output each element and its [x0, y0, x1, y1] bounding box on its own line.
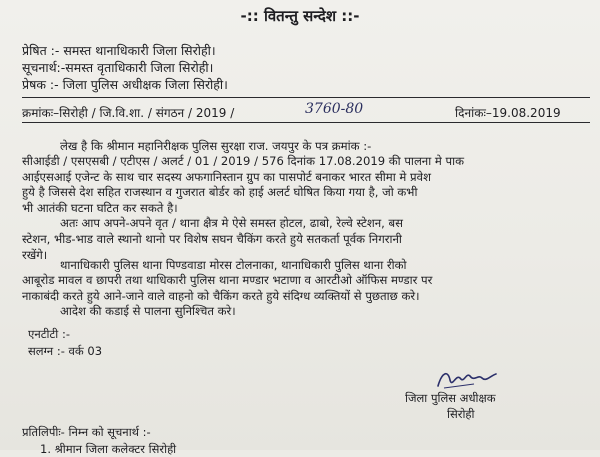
reference-rule [22, 122, 590, 123]
header-from: प्रेषक :- जिला पुलिस अधीक्षक जिला सिरोही। [22, 77, 228, 92]
para2-line-2: स्टेशन, भीड-भाड वाले स्थानो थानो पर विशेष सघन चैकिंग करते हुये सतकर्ता पूर्वक निगरानी [22, 232, 402, 246]
para1-line-1: लेख है कि श्रीमान महानिरीक्षक पुलिस सुरक्षा राज. जयपुर के पत्र क्रमांक :- [60, 139, 372, 153]
paragraph-1 [22, 154, 590, 216]
copy-item-1: 1. श्रीमान जिला कलेक्टर सिरोही [40, 442, 177, 456]
enclosure-label: सलग्न :- वर्क 03 [28, 344, 103, 358]
paragraph-3-last [60, 304, 590, 320]
para1-line-4: हुये है जिससे देश सहित राजस्थान व गुजरात बोर्डर को हाई अलर्ट घोषित किया गया है, जो कभी [22, 185, 418, 200]
para1-line-5: भी आतंकी घटना घटित कर सकते है। [22, 200, 178, 215]
header-info: सूचनार्थ:-समस्त वृताधिकारी जिला सिरोही। [22, 60, 214, 75]
ntt-label: एनटीटी :- [28, 327, 70, 341]
para1-line-3: आईएसआई एजेन्ट के साथ चार सदस्य अफगानिस्तान ग्रुप का पासपोर्ट बनाकर भारत सीमा मे प्रवेश [22, 169, 431, 184]
paragraph-2-first [60, 216, 590, 232]
copy-label: प्रतिलिपीः- निम्न को सूचनार्थ :- [22, 425, 151, 439]
para2-line-3: रखेंगे। [22, 247, 48, 262]
top-rule [22, 97, 590, 98]
reference-number: 3760-80 [305, 101, 364, 117]
header-to: प्रेषित :- समस्त थानाधिकारी जिला सिरोही। [22, 43, 216, 58]
para1-line-2: सीआईडी / एसएसबी / एटीएस / अलर्ट / 01 / 2019 / 576 दिनांक 17.08.2019 की पालना मे पाक [22, 154, 465, 168]
para3-line-3: नाकाबंदी करते हुये आने-जाने वाले वाहनो को चैकिंग करते हुये संदिग्ध व्यक्तियों से पुछताछ करे। [22, 288, 420, 303]
para3-line-4: आदेश की कडाई से पालना सुनिश्चित करे। [60, 304, 236, 318]
signature-designation: जिला पुलिस अधीक्षक [405, 391, 496, 405]
paragraph-3-first [60, 258, 590, 274]
document-title: -:: वितन्तु सन्देश ::- [240, 7, 360, 25]
signature-scribble [434, 366, 504, 392]
reference-label: क्रमांकः–सिरोही / जि.वि.शा. / संगठन / 2019 / [22, 106, 235, 120]
para3-line-1: थानाधिकारी पुलिस थाना पिण्डवाडा मोरस टोलनाका, थानाधिकारी पुलिस थाना रीको [60, 258, 407, 272]
paragraph-3 [22, 273, 590, 304]
para2-line-1: अतः आप अपने-अपने वृत / थाना क्षैत्र मे ऐसे समस्त होटल, ढाबो, रेल्वे स्टेशन, बस [60, 216, 403, 230]
paragraph-1-first [60, 139, 590, 155]
signature-place: सिरोही [447, 407, 475, 421]
para3-line-2: आबूरोड मावल व छापरी तथा थाधिकारी पुलिस थाना मण्डार भटाणा व आरटीओ ऑफिस मण्डार पर [22, 273, 433, 287]
reference-date: दिनांकः–19.08.2019 [455, 106, 561, 120]
